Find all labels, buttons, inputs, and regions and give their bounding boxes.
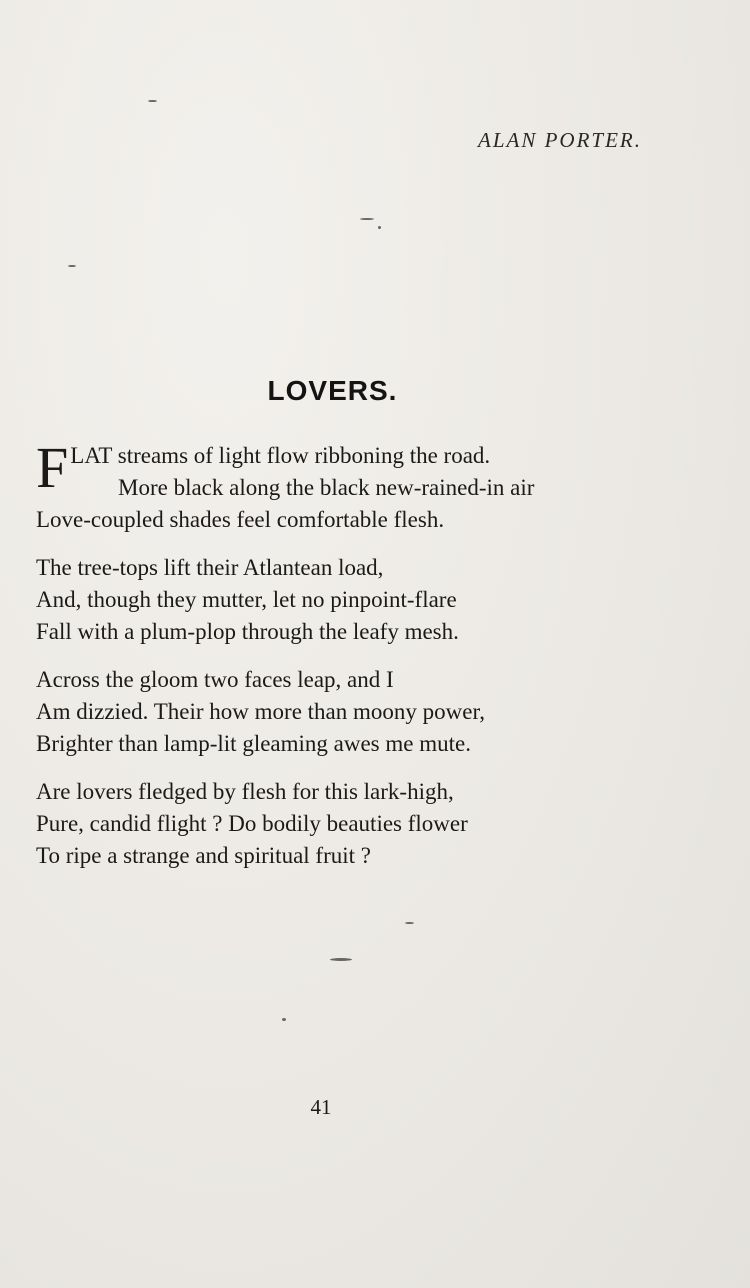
paper-speck — [68, 265, 76, 267]
poem-line: Are lovers fledged by flesh for this lark-high, — [36, 779, 454, 804]
stanza-2 — [36, 552, 676, 648]
poem-title: LOVERS. — [267, 375, 398, 406]
drop-cap: F — [36, 435, 69, 500]
paper-speck — [405, 922, 414, 924]
page-number: 41 — [310, 1095, 332, 1119]
stanza-4 — [36, 776, 676, 872]
poem-line: Pure, candid flight ? Do bodily beauties flower — [36, 811, 468, 836]
poem-line: Fall with a plum-plop through the leafy mesh. — [36, 619, 459, 644]
poem-line: Am dizzied. Their how more than moony power, — [36, 699, 485, 724]
paper-speck — [378, 226, 381, 229]
stanza-1 — [36, 435, 676, 536]
paper-speck — [282, 1018, 286, 1021]
stanza-3 — [36, 664, 676, 760]
poem-line: To ripe a strange and spiritual fruit ? — [36, 843, 371, 868]
paper-speck — [148, 100, 157, 102]
paper-speck — [330, 958, 352, 961]
paper-speck — [360, 218, 374, 220]
poem-line: More black along the black new-rained-in air — [118, 475, 535, 500]
running-header-author: ALAN PORTER. — [478, 128, 642, 152]
poem-line: Across the gloom two faces leap, and I — [36, 667, 394, 692]
poem-line: The tree-tops lift their Atlantean load, — [36, 555, 384, 580]
poem-body — [36, 435, 676, 888]
poem-line: LAT streams of light flow ribboning the road. — [70, 443, 491, 468]
poem-line: And, though they mutter, let no pinpoint-flare — [36, 587, 457, 612]
poem-line: Brighter than lamp-lit gleaming awes me mute. — [36, 731, 471, 756]
poem-line: Love-coupled shades feel comfortable flesh. — [36, 507, 445, 532]
